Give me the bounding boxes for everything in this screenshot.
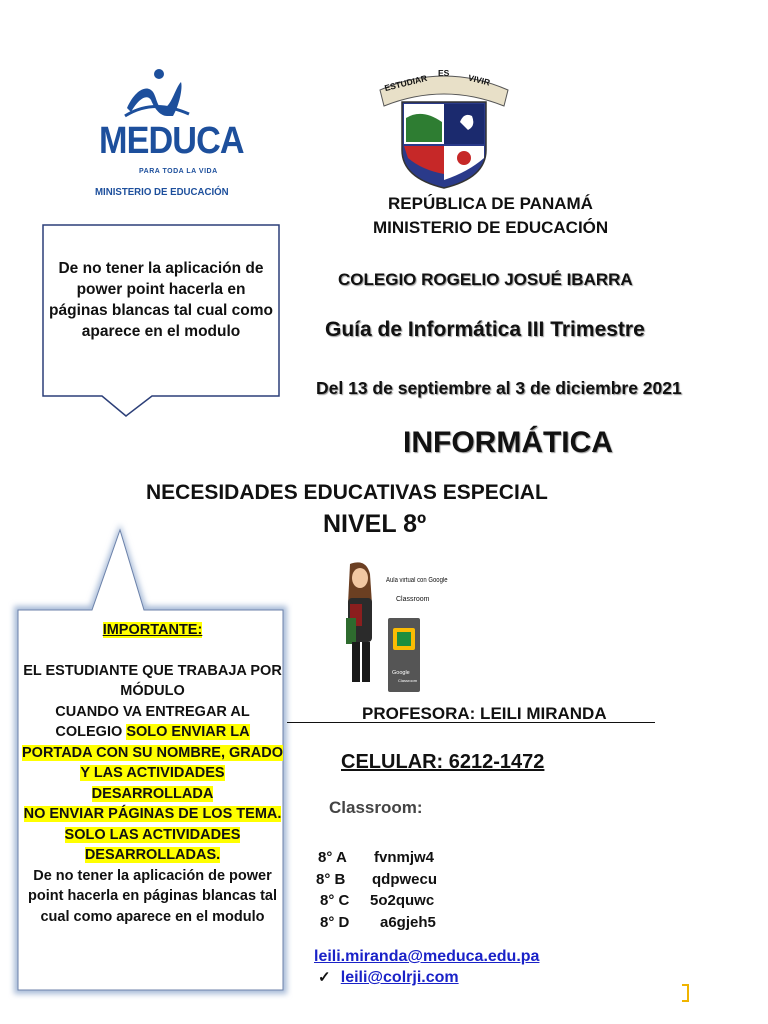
code-row bbox=[318, 847, 437, 869]
important-highlight-portada: SOLO ENVIAR LA PORTADA CON SU NOMBRE, GRADO Y LAS ACTIVIDADES DESARROLLADA bbox=[22, 724, 283, 802]
meduca-figure-icon bbox=[123, 68, 193, 124]
school-name: COLEGIO ROGELIO JOSUÉ IBARRA bbox=[338, 270, 633, 289]
google-classroom-icon bbox=[393, 628, 415, 650]
important-line2: CUANDO VA ENTREGAR AL COLEGIO SOLO ENVIAR LA PORTADA CON SU NOMBRE, GRADO Y LAS ACTIVIDADES DESARROLLADA bbox=[22, 703, 283, 802]
code-value: qdpwecu bbox=[372, 870, 438, 888]
crest-motto-mid: ES bbox=[438, 68, 450, 78]
crest-motto-left: ESTUDIAR bbox=[383, 72, 429, 94]
code-row bbox=[318, 869, 437, 891]
subject-title: INFORMÁTICA bbox=[403, 426, 613, 459]
illustration-caption1: Aula virtual con Google bbox=[386, 577, 448, 584]
app-sub: Classroom bbox=[398, 678, 418, 683]
meduca-wordmark: MEDUCA bbox=[99, 120, 244, 162]
callout-important bbox=[8, 520, 293, 1000]
crest-motto-right: VIVIR bbox=[467, 72, 492, 88]
teacher-name: PROFESORA: LEILI MIRANDA bbox=[362, 704, 607, 723]
republic-title: REPÚBLICA DE PANAMÁ bbox=[388, 194, 593, 213]
code-group: 8° D bbox=[320, 913, 350, 931]
meduca-tagline: PARA TODA LA VIDA bbox=[139, 168, 218, 175]
important-line4: SOLO LAS ACTIVIDADES DESARROLLADAS. bbox=[64, 826, 241, 863]
phone-number: CELULAR: 6212-1472 bbox=[341, 751, 545, 773]
illustration-caption2: Classroom bbox=[396, 596, 430, 603]
classroom-illustration bbox=[338, 560, 448, 700]
important-line1: EL ESTUDIANTE QUE TRABAJA POR MÓDULO bbox=[23, 662, 282, 699]
code-value: 5o2quwc bbox=[370, 892, 435, 909]
checkmark-icon: ✓ bbox=[318, 969, 331, 986]
meduca-ministry: MINISTERIO DE EDUCACIÓN bbox=[95, 186, 229, 198]
classroom-label: Classroom: bbox=[329, 798, 423, 817]
program-title: NECESIDADES EDUCATIVAS ESPECIAL bbox=[146, 481, 548, 504]
important-body bbox=[22, 620, 283, 927]
email-colrji-link[interactable]: leili@colrji.com bbox=[340, 969, 459, 986]
code-value: fvnmjw4 bbox=[374, 849, 435, 866]
code-value: a6gjeh5 bbox=[380, 913, 436, 931]
email-colrji-row bbox=[318, 968, 459, 987]
meduca-logo bbox=[95, 68, 244, 208]
code-group: 8° A bbox=[318, 849, 347, 866]
ministry-title: MINISTERIO DE EDUCACIÓN bbox=[373, 218, 609, 237]
guide-title: Guía de Informática III Trimestre bbox=[325, 318, 645, 341]
important-title: IMPORTANTE: bbox=[102, 622, 203, 638]
app-label: Google bbox=[392, 670, 410, 676]
important-line3: NO ENVIAR PÁGINAS DE LOS TEMA. bbox=[23, 806, 282, 822]
code-row bbox=[318, 890, 437, 912]
code-group: 8° B bbox=[316, 870, 346, 888]
date-range: Del 13 de septiembre al 3 de diciembre 2021 bbox=[316, 378, 682, 398]
school-crest bbox=[372, 66, 516, 190]
email-meduca-link[interactable]: leili.miranda@meduca.edu.pa bbox=[314, 948, 540, 965]
level-title: NIVEL 8º bbox=[323, 510, 427, 538]
callout-top bbox=[42, 224, 280, 397]
code-row bbox=[318, 912, 437, 934]
corner-bracket-icon bbox=[682, 984, 689, 1002]
classroom-codes bbox=[318, 847, 437, 933]
classroom-app-tile bbox=[388, 618, 420, 692]
code-group: 8° C bbox=[320, 892, 350, 909]
callout-top-text: De no tener la aplicación de power point hacerla en páginas blancas tal cual como aparece en el modulo bbox=[49, 260, 273, 340]
important-line5: De no tener la aplicación de power point hacerla en páginas blancas tal cual como aparece en el modulo bbox=[28, 867, 277, 925]
